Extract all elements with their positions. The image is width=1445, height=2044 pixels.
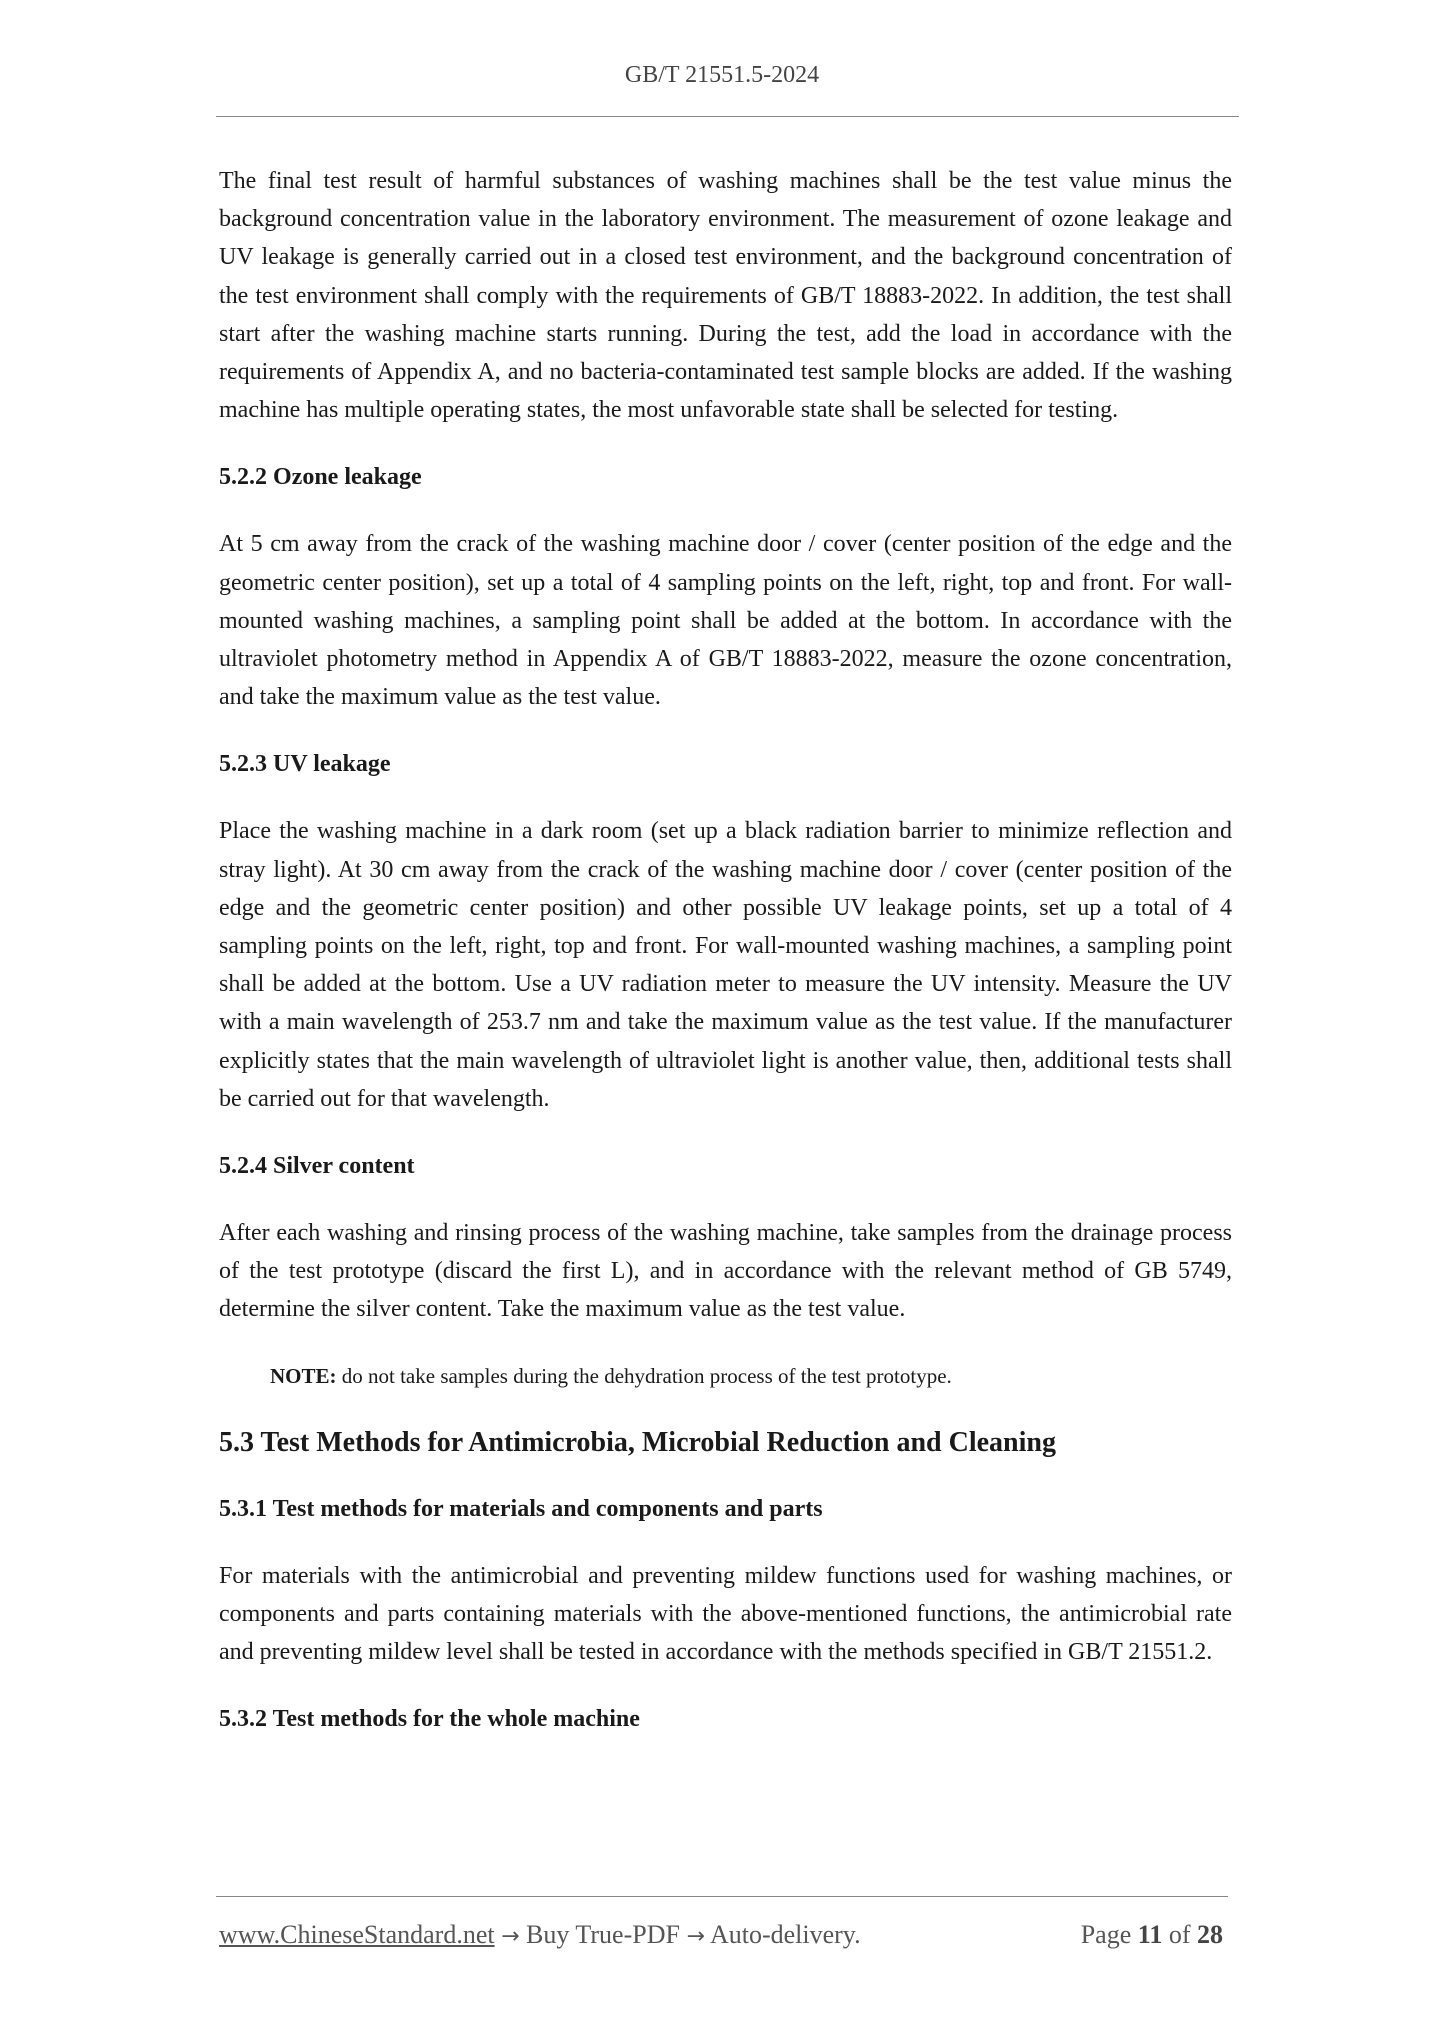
site-link[interactable]: www.ChineseStandard.net	[219, 1920, 495, 1949]
section-5-3-2-heading: 5.3.2 Test methods for the whole machine	[219, 1706, 640, 1733]
page-label: Page	[1080, 1920, 1132, 1949]
buy-pdf-text: Buy True-PDF	[519, 1920, 687, 1949]
footer-divider	[216, 1896, 1228, 1897]
of-label: of	[1168, 1920, 1191, 1949]
arrow-right-icon: →	[686, 1924, 705, 1949]
section-5-2-3-text: Place the washing machine in a dark room (set up a black radiation barrier to minimize reflection and stray light). At 30 cm away from the crack of the washing machine door / cover (center position of the edge and the geometric center position) and other possible UV leakage points, set up a total of 4 sampling points on the left, right, top and front. For wall-mounted washing machines, a sampling point shall be added at the bottom. Use a UV radiation meter to measure the UV intensity. Measure the UV with a main wavelength of 253.7 nm and take the maximum value as the test value. If the manufacturer explicitly states that the main wavelength of ultraviolet light is another value, then, additional tests shall be carried out for that wavelength.	[219, 818, 1232, 1112]
page-number	[1081, 1920, 1223, 1950]
auto-delivery-text: Auto-delivery.	[704, 1920, 861, 1949]
section-5-2-4-heading: 5.2.4 Silver content	[219, 1153, 415, 1180]
section-5-3-1-text: For materials with the antimicrobial and preventing mildew functions used for washing machines, or components and parts containing materials with the above-mentioned functions, the antimicrobial rate and preventing mildew level shall be tested in accordance with the methods specified in GB/T 21551.2.	[219, 1562, 1232, 1666]
page-body	[219, 162, 1232, 1767]
note	[270, 1358, 1232, 1394]
intro-paragraph: The final test result of harmful substances of washing machines shall be the test value minus the background concentration value in the laboratory environment. The measurement of ozone leakage and UV leakage is generally carried out in a closed test environment, and the background concentration of the test environment shall comply with the requirements of GB/T 18883-2022. In addition, the test shall start after the washing machine starts running. During the test, add the load in accordance with the requirements of Appendix A, and no bacteria-contaminated test sample blocks are added. If the washing machine has multiple operating states, the most unfavorable state shall be selected for testing.	[219, 168, 1232, 424]
section-5-3-heading: 5.3 Test Methods for Antimicrobia, Microbial Reduction and Cleaning	[219, 1426, 1056, 1458]
arrow-right-icon: →	[501, 1924, 520, 1949]
section-5-2-2-text: At 5 cm away from the crack of the washing machine door / cover (center position of the edge and the geometric center position), set up a total of 4 sampling points on the left, right, top and front. For wall-mounted washing machines, a sampling point shall be added at the bottom. In accordance with the ultraviolet photometry method in Appendix A of GB/T 18883-2022, measure the ozone concentration, and take the maximum value as the test value.	[219, 531, 1232, 711]
section-5-2-3-heading: 5.2.3 UV leakage	[219, 751, 391, 778]
section-5-3-1-heading: 5.3.1 Test methods for materials and components and parts	[219, 1495, 823, 1522]
footer-links	[219, 1920, 861, 1950]
note-label: NOTE:	[270, 1363, 337, 1388]
current-page: 11	[1137, 1920, 1163, 1949]
note-text: do not take samples during the dehydration process of the test prototype.	[336, 1363, 952, 1388]
total-pages: 28	[1197, 1920, 1223, 1949]
section-5-2-2-heading: 5.2.2 Ozone leakage	[219, 464, 422, 491]
page-header: GB/T 21551.5-2024	[624, 62, 820, 88]
section-5-2-4-text: After each washing and rinsing process of the washing machine, take samples from the drainage process of the test prototype (discard the first L), and in accordance with the relevant method of GB 5749, determine the silver content. Take the maximum value as the test value.	[219, 1220, 1232, 1323]
header-divider	[216, 116, 1239, 117]
